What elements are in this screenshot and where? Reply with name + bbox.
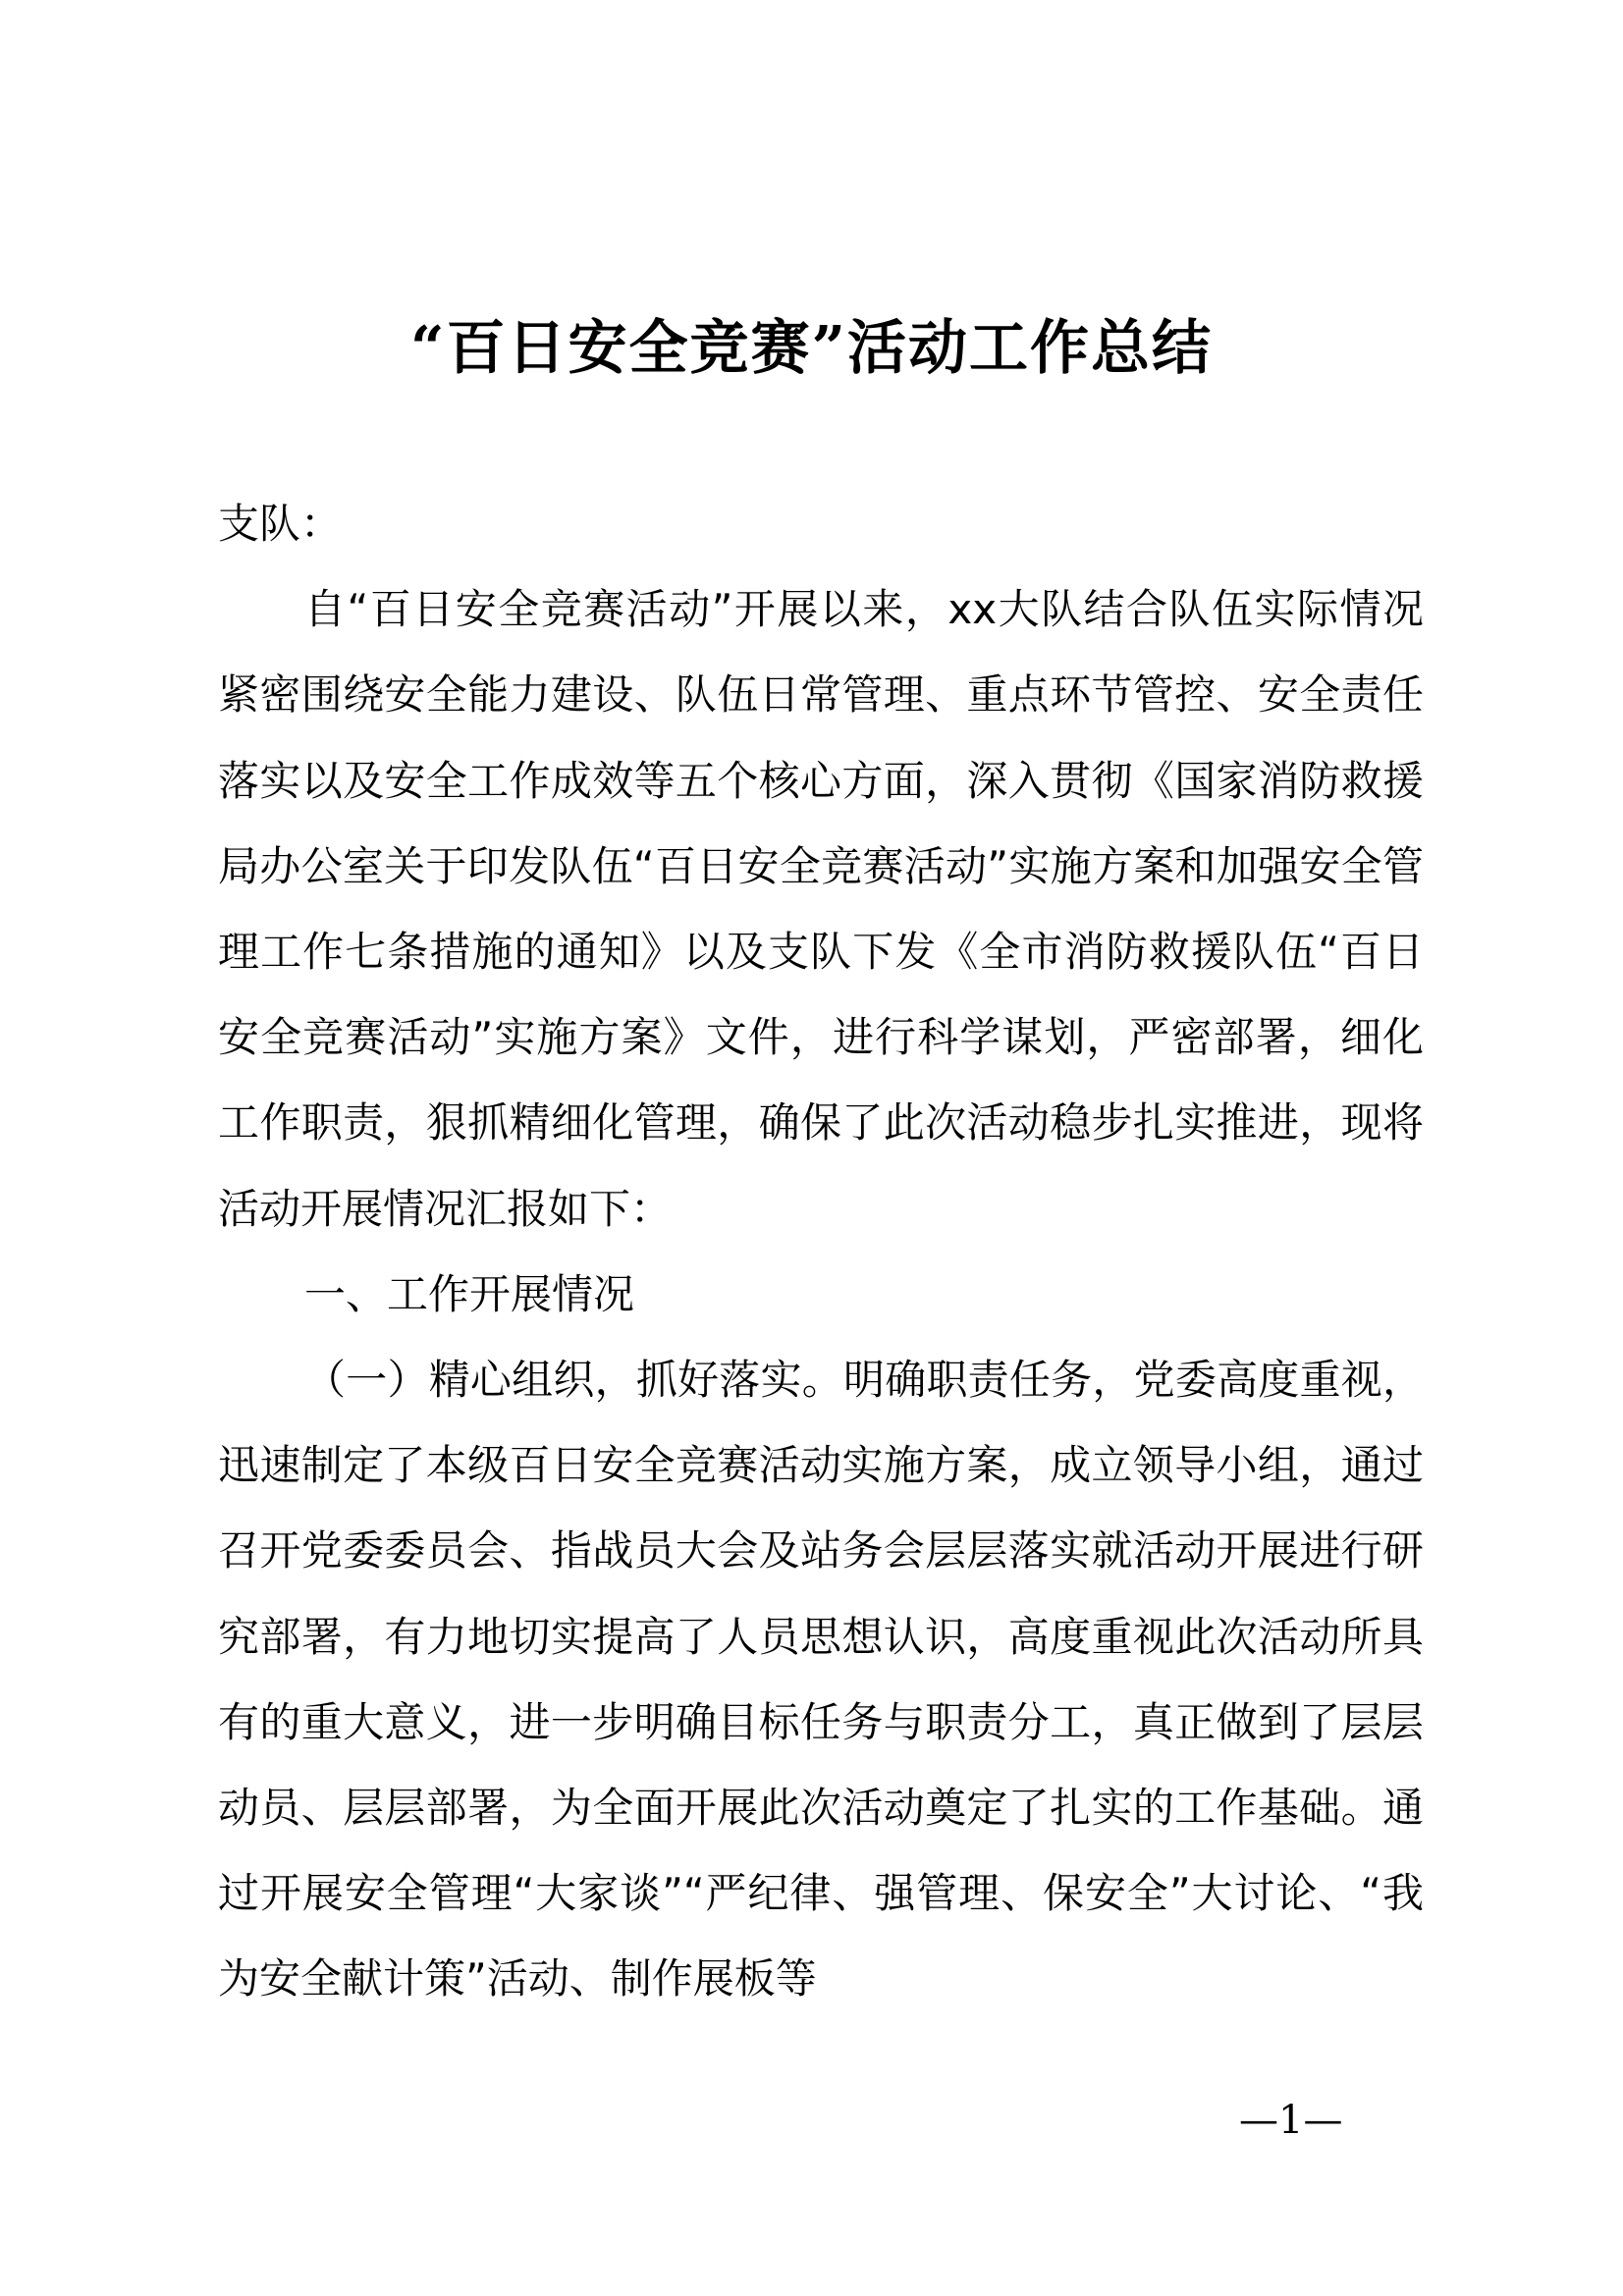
document-body [218,481,1424,2022]
subsection-paragraph: （一）精心组织，抓好落实。明确职责任务，党委高度重视，迅速制定了本级百日安全竞赛活动实施方案，成立领导小组，通过召开党委委员会、指战员大会及站务会层层落实就活动开展进行研究部署，有力地切实提高了人员思想认识，高度重视此次活动所具有的重大意义，进一步明确目标任务与职责分工，真正做到了层层动员、层层部署，为全面开展此次活动奠定了扎实的工作基础。通过开展安全管理“大家谈”“严纪律、强管理、保安全”大讨论、“我为安全献计策”活动、制作展板等 [218,1356,1424,2003]
section-heading: 一、工作开展情况 [304,1269,635,1318]
intro-paragraph: 自“百日安全竞赛活动”开展以来，xx大队结合队伍实际情况紧密围绕安全能力建设、队伍日常管理、重点环节管控、安全责任落实以及安全工作成效等五个核心方面，深入贯彻《国家消防救援局办公室关于印发队伍“百日安全竞赛活动”实施方案和加强安全管理工作七条措施的通知》以及支队下发《全市消防救援队伍“百日安全竞赛活动”实施方案》文件，进行科学谋划，严密部署，细化工作职责，狠抓精细化管理，确保了此次活动稳步扎实推进，现将活动开展情况汇报如下： [218,585,1424,1233]
page-number: —1— [1239,2098,1343,2143]
document-title: “百日安全竞赛”活动工作总结 [409,314,1214,383]
salutation: 支队： [218,500,343,548]
